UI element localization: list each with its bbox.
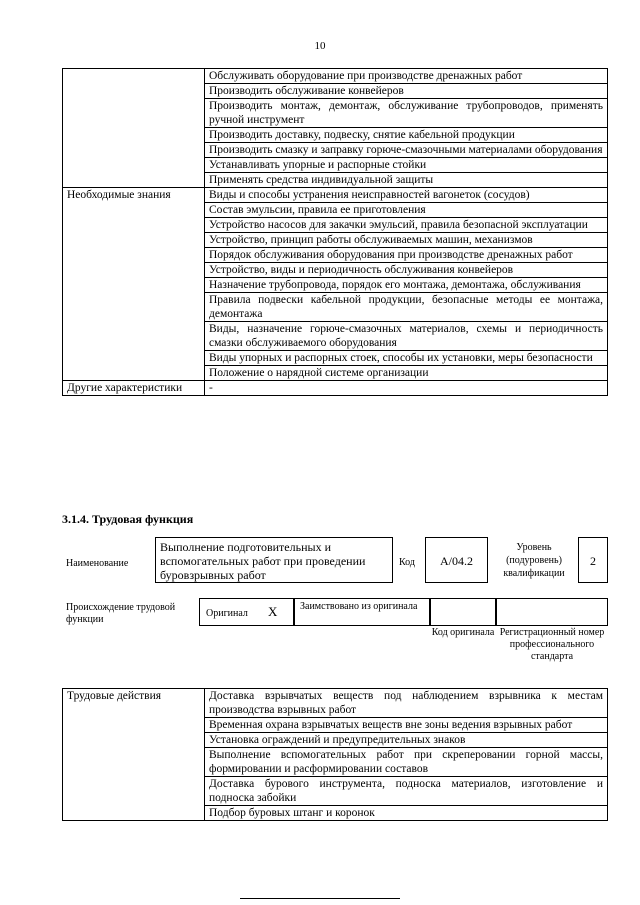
row-item: Производить обслуживание конвейеров [205,84,608,99]
row-item: Назначение трубопровода, порядок его монтажа, демонтажа, обслуживания [205,278,608,293]
original-mark: X [268,604,278,619]
code-original-box [430,598,496,626]
row-item: Устройство, принцип работы обслуживаемых машин, механизмов [205,233,608,248]
row-item: Положение о нарядной системе организации [205,366,608,381]
original-box [199,598,294,626]
row-item: Правила подвески кабельной продукции, безопасные методы ее монтажа, демонтажа [205,293,608,322]
row-item: Состав эмульсии, правила ее приготовления [205,203,608,218]
level-label: Уровень (подуровень) квалификации [503,542,565,579]
row-label: Другие характеристики [63,381,205,396]
name-label: Наименование [66,558,129,569]
row-item: Обслуживать оборудование при производстве дренажных работ [205,69,608,84]
level-value-box: 2 [578,537,608,583]
row-label: Необходимые знания [63,188,205,381]
row-item: Производить монтаж, демонтаж, обслуживание трубопроводов, применять ручной инструмент [205,99,608,128]
skills-table [62,68,608,396]
row-item: Доставка взрывчатых веществ под наблюдением взрывника к местам производства взрывных работ [205,689,608,718]
row-item: Установка ограждений и предупредительных знаков [205,733,608,748]
row-item: Доставка бурового инструмента, подноска материалов, изготовление и подноска забойки [205,777,608,806]
code-original-label: Код оригинала [431,627,495,638]
function-name-box: Выполнение подготовительных и вспомогательных работ при проведении буровзрывных работ [155,537,393,583]
row-item: Производить смазку и заправку горюче-смазочными материалами оборудования [205,143,608,158]
footer-line [240,898,400,899]
code-label: Код [399,557,415,568]
row-item: Выполнение вспомогательных работ при скреперовании горной массы, формировании и расформировании составов [205,748,608,777]
page-number: 10 [314,40,326,52]
row-item: Порядок обслуживания оборудования при производстве дренажных работ [205,248,608,263]
labor-actions-table [62,688,608,821]
row-item: Устройство насосов для закачки эмульсий, правила безопасной эксплуатации [205,218,608,233]
row-item: Подбор буровых штанг и коронок [205,806,608,821]
row-item: Виды упорных и распорных стоек, способы их установки, меры безопасности [205,351,608,366]
row-item: Производить доставку, подвеску, снятие кабельной продукции [205,128,608,143]
row-item: Применять средства индивидуальной защиты [205,173,608,188]
row-item: Устанавливать упорные и распорные стойки [205,158,608,173]
table-row [63,188,608,203]
original-label: Оригинал [206,608,248,619]
section-title: 3.1.4. Трудовая функция [62,512,194,526]
reg-number-box [496,598,608,626]
table-row [63,689,608,718]
row-item: - [205,381,608,396]
row-label [63,69,205,188]
table-row [63,381,608,396]
reg-number-label: Регистрационный номер профессионального стандарта [499,627,605,662]
origin-label: Происхождение трудовой функции [66,602,176,625]
borrowed-box: Заимствовано из оригинала [294,598,430,626]
row-label: Трудовые действия [63,689,205,821]
row-item: Виды, назначение горюче-смазочных материалов, схемы и периодичность смазки обслуживаемого оборудования [205,322,608,351]
table-row [63,69,608,84]
row-item: Устройство, виды и периодичность обслуживания конвейеров [205,263,608,278]
row-item: Временная охрана взрывчатых веществ вне зоны ведения взрывных работ [205,718,608,733]
row-item: Виды и способы устранения неисправностей вагонеток (сосудов) [205,188,608,203]
function-code-box: A/04.2 [425,537,488,583]
